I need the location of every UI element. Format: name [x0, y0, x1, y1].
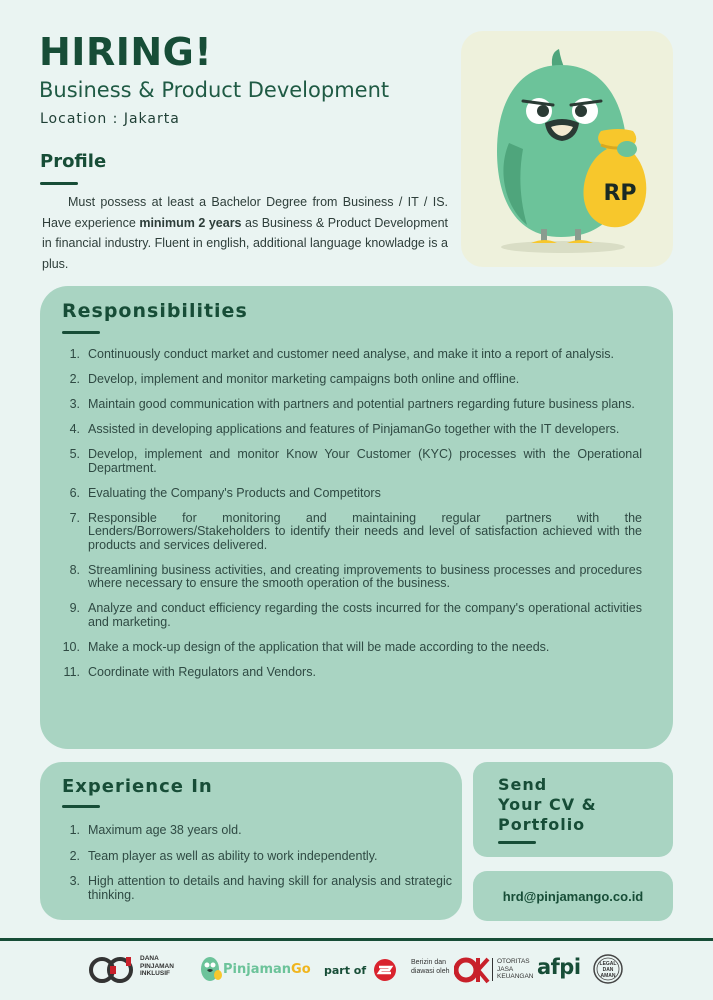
list-item	[62, 875, 452, 902]
list-item-number: 3.	[69, 874, 80, 888]
list-item	[62, 423, 642, 437]
send-line-3: Portfolio	[498, 815, 586, 834]
list-item-text: Responsible for monitoring and maintaining regular partners with the Lenders/Borrowers/Stakeholders to identify their needs and level of satisfaction achieved with the products and services delivered.	[88, 510, 642, 552]
list-item-number: 6.	[69, 485, 80, 500]
brand-part-b: Go	[291, 962, 311, 977]
list-item	[62, 824, 452, 838]
mascot-card	[461, 31, 673, 267]
legal-line-2: DAN	[602, 967, 614, 973]
list-item-number: 11.	[63, 664, 80, 679]
experience-list	[62, 824, 452, 914]
job-title: Business & Product Development	[39, 78, 390, 102]
list-item-text: Team player as well as ability to work independently.	[88, 848, 378, 863]
list-item-number: 1.	[69, 347, 80, 361]
list-item-number: 10.	[62, 639, 80, 654]
job-location: Location : Jakarta	[40, 111, 180, 127]
list-item-text: Coordinate with Regulators and Vendors.	[88, 664, 316, 679]
list-item-number: 2.	[69, 848, 80, 863]
page-title: HIRING!	[39, 30, 213, 74]
pinjamango-logo	[200, 953, 222, 988]
ojk-text	[492, 958, 533, 981]
list-item	[62, 348, 642, 362]
legal-badge-text	[593, 961, 623, 979]
pinjamango-mascot-icon	[200, 953, 222, 983]
ojk-logo-icon	[454, 954, 490, 984]
list-item	[62, 564, 642, 591]
send-line-2: Your CV &	[498, 795, 597, 814]
mascot-illustration	[461, 31, 673, 267]
ojk-logo	[454, 954, 490, 989]
legal-line-1: LEGAL	[599, 961, 617, 967]
profile-heading: Profile	[40, 151, 107, 172]
list-item	[62, 512, 642, 553]
list-item	[62, 666, 642, 680]
list-item-number: 5.	[69, 447, 80, 461]
list-item-number: 1.	[69, 823, 80, 837]
footer-logos	[0, 945, 713, 1000]
list-item-number: 2.	[69, 372, 80, 386]
list-item-text: Develop, implement and monitor marketing campaigns both online and offline.	[88, 372, 520, 386]
brand-part-a: Pinjaman	[223, 962, 292, 977]
list-item-text: Make a mock-up design of the application that will be made according to the needs.	[88, 639, 550, 654]
profile-text-bold: minimum 2 years	[139, 215, 242, 230]
list-item	[62, 641, 642, 655]
list-item-number: 3.	[69, 397, 80, 411]
ojk-prefix-2: diawasi oleh	[411, 968, 450, 975]
list-item-text: Maximum age 38 years old.	[88, 823, 242, 837]
list-item-number: 4.	[69, 422, 80, 436]
email-card[interactable]	[473, 871, 673, 921]
list-item	[62, 373, 642, 387]
profile-underline	[40, 182, 78, 185]
pinjamango-wordmark	[223, 962, 311, 977]
responsibilities-heading: Responsibilities	[62, 300, 248, 322]
dpi-line-2: PINJAMAN	[140, 962, 174, 970]
dpi-logo-icon	[88, 955, 136, 985]
profile-text-a: Must possess at least a Bachelor Degree from Business / IT / IS. Have experience	[42, 195, 448, 230]
dpi-text	[140, 955, 174, 978]
parent-company-logo	[373, 958, 397, 987]
send-cv-card	[473, 762, 673, 857]
parent-company-icon	[373, 958, 397, 982]
list-item-text: High attention to details and having skill for analysis and strategic thinking.	[88, 874, 452, 902]
bag-label: RP	[603, 181, 637, 206]
send-underline	[498, 841, 536, 844]
legal-badge	[593, 952, 623, 991]
footer-divider	[0, 938, 713, 941]
ojk-line-1: OTORITAS	[497, 958, 530, 965]
list-item	[62, 602, 642, 629]
ojk-line-2: JASA	[497, 965, 514, 973]
responsibilities-underline	[62, 331, 100, 334]
send-line-1: Send	[498, 775, 548, 794]
list-item	[62, 487, 642, 501]
responsibilities-list	[62, 348, 642, 691]
list-item-text: Evaluating the Company's Products and Competitors	[88, 485, 381, 500]
ojk-prefix	[411, 958, 450, 976]
list-item-text: Maintain good communication with partners and potential partners regarding future business plans.	[88, 397, 635, 411]
profile-text	[42, 192, 448, 274]
experience-underline	[62, 805, 100, 808]
list-item-number: 7.	[69, 510, 80, 525]
list-item-text: Streamlining business activities, and creating improvements to business processes and procedures where necessary to ensure the smooth operation of the business.	[88, 562, 642, 590]
ojk-line-3: KEUANGAN	[497, 973, 534, 980]
experience-heading: Experience In	[62, 776, 213, 797]
ojk-prefix-1: Berizin dan	[411, 959, 447, 966]
send-cv-heading	[498, 775, 597, 835]
list-item-text: Develop, implement and monitor Know Your Customer (KYC) processes with the Operational Department.	[88, 447, 642, 475]
list-item-text: Continuously conduct market and customer need analyse, and make it into a report of analysis.	[88, 347, 614, 361]
profile-text-b: as Business & Product Development in financial industry. Fluent in english, additional language knowladge is a plus.	[42, 215, 448, 271]
list-item-text: Assisted in developing applications and features of PinjamanGo together with the IT developers.	[88, 422, 620, 436]
dpi-logo	[88, 955, 136, 990]
dpi-line-3: INKLUSIF	[140, 970, 170, 977]
part-of-text: part of	[324, 964, 367, 977]
list-item	[62, 448, 642, 475]
list-item-number: 8.	[69, 562, 80, 577]
list-item-text: Analyze and conduct efficiency regarding the costs incurred for the company's operational activities and marketing.	[88, 601, 642, 629]
email-link[interactable]: hrd@pinjamango.co.id	[502, 888, 644, 904]
responsibilities-card	[40, 286, 673, 749]
legal-line-3: AMAN	[600, 973, 616, 979]
list-item	[62, 850, 452, 864]
experience-card	[40, 762, 462, 920]
afpi-logo: afpi	[537, 955, 581, 979]
list-item-number: 9.	[69, 601, 80, 615]
list-item	[62, 398, 642, 412]
dpi-line-1: DANA	[140, 955, 159, 962]
